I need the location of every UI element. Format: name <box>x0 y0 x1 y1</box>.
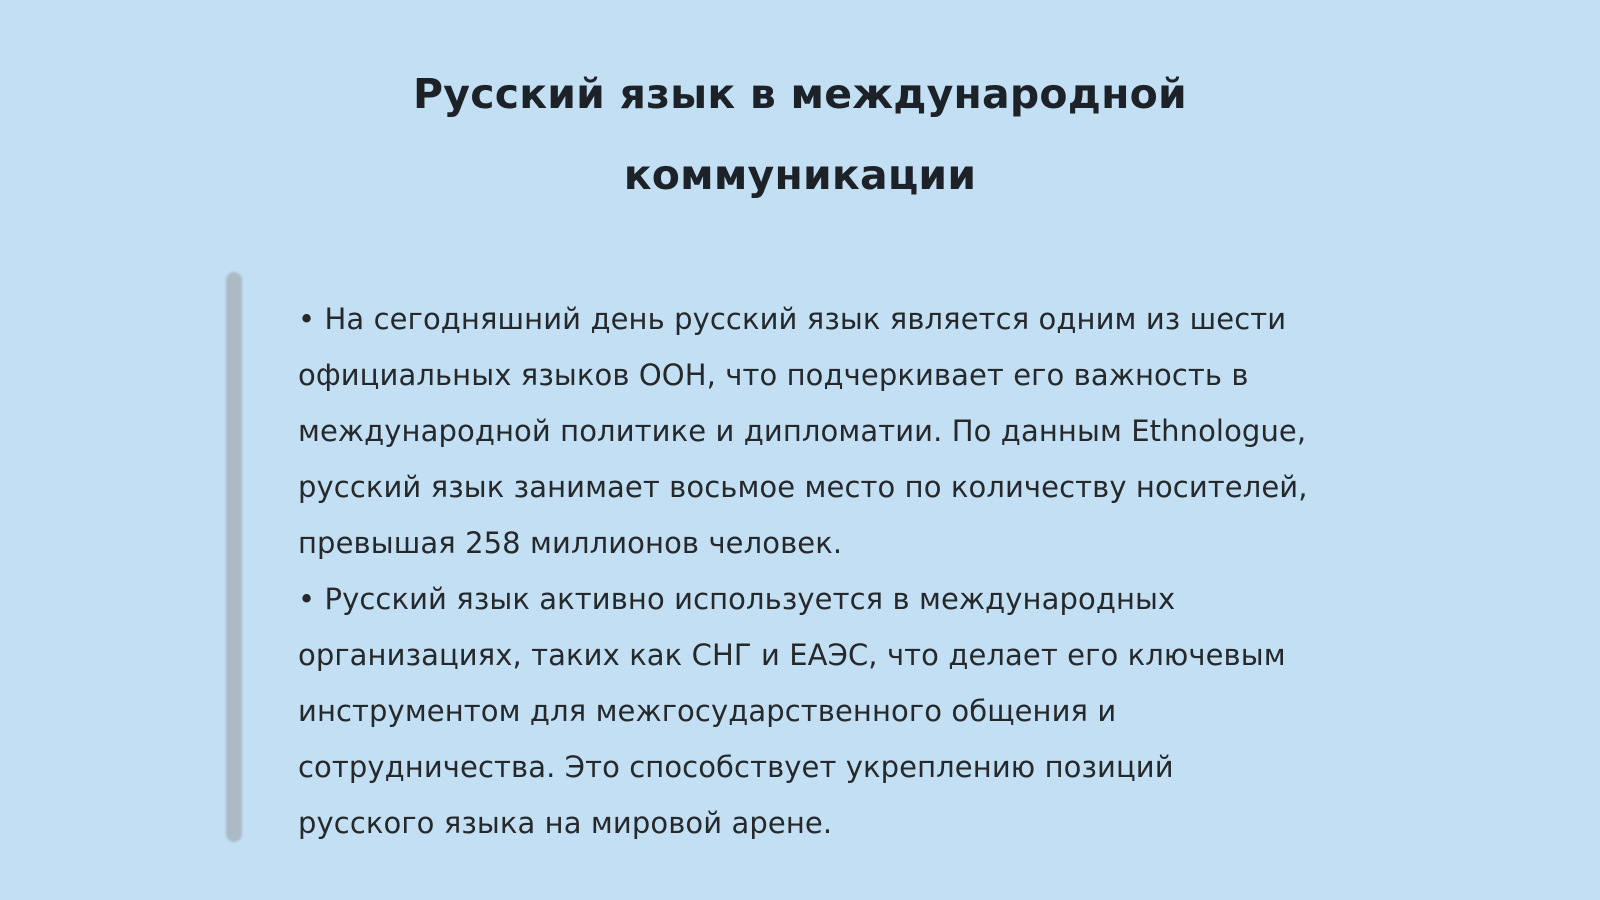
slide-title: Русский язык в международной коммуникации <box>413 70 1187 199</box>
bullet-paragraph-1: • На сегодняшний день русский язык является одним из шести официальных языков ООН, что подчеркивает его важность в международной политике и дипломатии. По данным Ethnologue, русский язык занимает восьмое место по количеству носителей, превышая 258 миллионов человек. <box>298 302 1308 560</box>
bullet-paragraph-2: • Русский язык активно используется в международных организациях, таких как СНГ и ЕАЭС, что делает его ключевым инструментом для межгосударственного общения и сотрудничества. Это способствует укреплению позиций русского языка на мировой арене. <box>298 582 1286 840</box>
slide-body <box>298 291 1308 851</box>
accent-bar <box>226 272 242 842</box>
